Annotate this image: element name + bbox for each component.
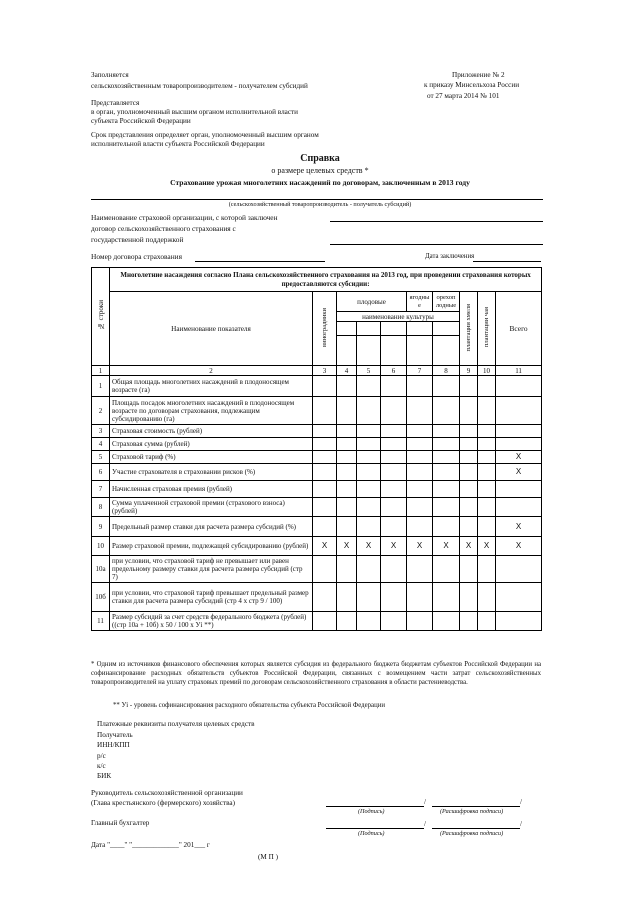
indicator-name: Начисленная страховая премия (рублей) (110, 481, 313, 498)
value-cell[interactable] (433, 425, 460, 438)
table-row (92, 583, 542, 612)
column-number: 8 (433, 366, 460, 376)
row-number-header-label: № строки (96, 300, 105, 331)
value-cell[interactable] (433, 464, 460, 481)
culture-cell[interactable] (337, 322, 357, 336)
head-decoding-line[interactable] (432, 806, 520, 807)
row-number: 9 (92, 517, 110, 537)
value-cell[interactable] (313, 556, 337, 583)
footnote-1: * Одним из источников финансового обеспечения которых является субсидия из федерального бюджета бюджетам субъектов Российской Федерации на софинансирование расходных обязательств субъектов Российской Федерации, связанных с возмещением части затрат сельскохозяйственных товаропроизводителей на уплату страховых премий по договорам сельскохозяйственного страхования в области растениеводства. (91, 661, 541, 686)
value-cell[interactable] (496, 397, 542, 425)
value-cell[interactable] (460, 464, 478, 481)
na-mark-cell: X (337, 537, 357, 556)
value-cell[interactable] (381, 425, 407, 438)
value-cell[interactable] (381, 517, 407, 537)
contract-number-field[interactable] (195, 261, 325, 262)
insurer-label-3: государственной поддержкой (91, 235, 184, 244)
stamp-placeholder: (М П ) (258, 853, 278, 861)
value-cell[interactable] (407, 438, 433, 451)
table-row (92, 612, 542, 631)
value-cell[interactable] (313, 451, 337, 464)
culture-cell[interactable] (357, 322, 381, 336)
value-cell[interactable] (357, 397, 381, 425)
culture-cell[interactable] (407, 322, 433, 336)
value-cell[interactable] (478, 425, 496, 438)
value-cell[interactable] (496, 481, 542, 498)
table-row (92, 438, 542, 451)
indicator-name: Предельный размер ставки для расчета размера субсидий (%) (110, 517, 313, 537)
slash-separator: / (520, 820, 522, 828)
value-cell[interactable] (337, 481, 357, 498)
value-cell[interactable] (337, 425, 357, 438)
culture-cell[interactable] (433, 336, 460, 366)
deadline-line-2: исполнительной власти субъекта Российской Федерации (91, 140, 265, 148)
column-number: 9 (460, 366, 478, 376)
indicator-name: при условии, что страховой тариф не превышает или равен предельному размеру ставки для расчета размера субсидий (стр 7) (110, 556, 313, 583)
value-cell[interactable] (313, 438, 337, 451)
na-mark-cell: X (496, 537, 542, 556)
value-cell[interactable] (496, 425, 542, 438)
hops-header-label: плантации хмеля (464, 303, 472, 352)
value-cell[interactable] (357, 451, 381, 464)
value-cell[interactable] (433, 451, 460, 464)
insurer-label-2: договор сельскохозяйственного страхования с (91, 224, 236, 233)
value-cell[interactable] (313, 376, 337, 397)
recipient-label: Получатель (97, 731, 133, 739)
na-mark-cell: X (496, 464, 542, 481)
row-number: 7 (92, 481, 110, 498)
bank-details-title: Платежные реквизиты получателя целевых средств (97, 720, 255, 728)
column-number: 2 (110, 366, 313, 376)
value-cell[interactable] (313, 498, 337, 517)
value-cell[interactable] (381, 397, 407, 425)
indicator-header: Наименование показателя (110, 292, 313, 366)
indicator-name: Общая площадь многолетних насаждений в плодоносящем возрасте (га) (110, 376, 313, 397)
indicator-name: Площадь посадок многолетних насаждений в плодоносящем возрасте по договорам страхования, подлежащим субсидированию (га) (110, 397, 313, 425)
bik-label: БИК (97, 772, 112, 780)
row-number: 8 (92, 498, 110, 517)
slash-separator: / (424, 820, 426, 828)
order-date: от 27 марта 2014 № 101 (427, 92, 500, 100)
indicator-name: Размер страховой премии, подлежащей субсидированию (рублей) (110, 537, 313, 556)
accountant-decoding-line[interactable] (432, 828, 520, 829)
value-cell[interactable] (433, 612, 460, 631)
table-row (92, 556, 542, 583)
value-cell[interactable] (337, 498, 357, 517)
value-cell[interactable] (381, 498, 407, 517)
table-row (92, 517, 542, 537)
value-cell[interactable] (407, 451, 433, 464)
value-cell[interactable] (381, 451, 407, 464)
value-cell[interactable] (478, 517, 496, 537)
value-cell[interactable] (496, 438, 542, 451)
na-mark-cell: X (496, 517, 542, 537)
value-cell[interactable] (460, 438, 478, 451)
value-cell[interactable] (313, 425, 337, 438)
value-cell[interactable] (478, 481, 496, 498)
head-signature-line[interactable] (326, 806, 424, 807)
na-mark-cell: X (478, 537, 496, 556)
plantings-group-header: Многолетние насаждения согласно Плана сельскохозяйственного страхования на 2013 год, при проведении страхования которых предоставляются субсидии: (110, 268, 542, 292)
value-cell[interactable] (337, 451, 357, 464)
footnote-2: ** Уi - уровень софинансирования расходного обязательства субъекта Российской Федерации (113, 702, 385, 709)
tea-header-label: плантации чая (482, 307, 490, 348)
vineyards-header-label: виноградники (320, 308, 328, 347)
value-cell[interactable] (337, 397, 357, 425)
value-cell[interactable] (337, 517, 357, 537)
value-cell[interactable] (478, 612, 496, 631)
value-cell[interactable] (433, 556, 460, 583)
row-number: 4 (92, 438, 110, 451)
value-cell[interactable] (460, 612, 478, 631)
value-cell[interactable] (337, 464, 357, 481)
value-cell[interactable] (460, 397, 478, 425)
value-cell[interactable] (407, 464, 433, 481)
value-cell[interactable] (433, 517, 460, 537)
value-cell[interactable] (357, 464, 381, 481)
submitted-line-3: субъекта Российской Федерации (91, 117, 191, 125)
value-cell[interactable] (496, 376, 542, 397)
value-cell[interactable] (357, 498, 381, 517)
value-cell[interactable] (313, 397, 337, 425)
nuts-header: орехоплодные (433, 292, 460, 312)
value-cell[interactable] (496, 612, 542, 631)
value-cell[interactable] (407, 376, 433, 397)
indicator-name: Участие страхователя в страховании рисков (%) (110, 464, 313, 481)
producer-line[interactable] (91, 199, 543, 200)
head-label-2: (Глава крестьянского (фермерского) хозяйства) (91, 799, 235, 807)
indicator-name: Страховой тариф (%) (110, 451, 313, 464)
value-cell[interactable] (357, 612, 381, 631)
value-cell[interactable] (433, 397, 460, 425)
na-mark-cell: X (313, 537, 337, 556)
contract-date-field[interactable] (473, 261, 541, 262)
value-cell[interactable] (381, 481, 407, 498)
appendix-number: Приложение № 2 (452, 71, 505, 79)
value-cell[interactable] (381, 376, 407, 397)
head-signature-caption: (Подпись) (358, 808, 385, 815)
value-cell[interactable] (460, 425, 478, 438)
value-cell[interactable] (460, 556, 478, 583)
head-decoding-caption: (Расшифровка подписи) (440, 808, 504, 815)
column-number: 1 (92, 366, 110, 376)
document-topic: Страхование урожая многолетних насаждений по договорам, заключенным в 2013 году (170, 178, 470, 187)
filled-by-line-1: Заполняется (91, 71, 129, 79)
table-row (92, 425, 542, 438)
accountant-signature-line[interactable] (326, 828, 424, 829)
table-row (92, 537, 542, 556)
value-cell[interactable] (337, 583, 357, 612)
value-cell[interactable] (337, 376, 357, 397)
column-number: 4 (337, 366, 357, 376)
column-number: 6 (381, 366, 407, 376)
culture-name-header: наименование культуры (337, 312, 460, 322)
value-cell[interactable] (460, 583, 478, 612)
subsidy-table (91, 267, 542, 631)
value-cell[interactable] (433, 438, 460, 451)
submitted-line-2: в орган, уполномоченный высшим органом исполнительной власти (91, 108, 299, 116)
row-number: 11 (92, 612, 110, 631)
value-cell[interactable] (337, 612, 357, 631)
slash-separator: / (520, 798, 522, 806)
column-number: 7 (407, 366, 433, 376)
filled-by-line-2: сельскохозяйственным товаропроизводителем - получателем субсидий (91, 82, 308, 90)
row-number: 10 (92, 537, 110, 556)
value-cell[interactable] (381, 583, 407, 612)
value-cell[interactable] (407, 612, 433, 631)
na-mark-cell: X (357, 537, 381, 556)
value-cell[interactable] (407, 556, 433, 583)
value-cell[interactable] (357, 425, 381, 438)
value-cell[interactable] (313, 583, 337, 612)
table-row (92, 464, 542, 481)
na-mark-cell: X (496, 451, 542, 464)
hops-header (460, 292, 478, 366)
table-row (92, 376, 542, 397)
na-mark-cell: X (460, 537, 478, 556)
tea-header (478, 292, 496, 366)
value-cell[interactable] (460, 517, 478, 537)
document-subtitle: о размере целевых средств * (271, 166, 369, 175)
value-cell[interactable] (407, 517, 433, 537)
producer-caption: (сельскохозяйственный товаропроизводитель - получатель субсидий) (228, 201, 412, 208)
row-number: 1 (92, 376, 110, 397)
row-number: 5 (92, 451, 110, 464)
na-mark-cell: X (407, 537, 433, 556)
value-cell[interactable] (337, 438, 357, 451)
row-number-header (92, 268, 110, 366)
accountant-signature-caption: (Подпись) (358, 830, 385, 837)
value-cell[interactable] (478, 397, 496, 425)
deadline-line-1: Срок представления определяет орган, уполномоченный высшим органом (91, 131, 319, 139)
value-cell[interactable] (460, 376, 478, 397)
value-cell[interactable] (433, 583, 460, 612)
culture-cell[interactable] (381, 322, 407, 336)
berries-header: ягодные (407, 292, 433, 312)
date-line[interactable]: Дата "____" "_____________" 201___ г (91, 841, 210, 849)
inn-label: ИНН/КПП (97, 741, 130, 749)
fruit-header: плодовые (337, 292, 407, 312)
submitted-line-1: Представляется (91, 99, 140, 107)
na-mark-cell: X (381, 537, 407, 556)
value-cell[interactable] (496, 498, 542, 517)
culture-cell[interactable] (337, 336, 357, 366)
table-row (92, 481, 542, 498)
indicator-name: Сумма уплаченной страховой премии (страхового взноса) (рублей) (110, 498, 313, 517)
value-cell[interactable] (407, 498, 433, 517)
value-cell[interactable] (478, 376, 496, 397)
value-cell[interactable] (460, 498, 478, 517)
column-number: 3 (313, 366, 337, 376)
value-cell[interactable] (313, 517, 337, 537)
value-cell[interactable] (478, 464, 496, 481)
column-number: 5 (357, 366, 381, 376)
value-cell[interactable] (433, 498, 460, 517)
value-cell[interactable] (407, 481, 433, 498)
value-cell[interactable] (313, 481, 337, 498)
document-title: Справка (300, 153, 340, 164)
indicator-name: Страховая стоимость (рублей) (110, 425, 313, 438)
row-number: 10а (92, 556, 110, 583)
culture-cell[interactable] (381, 336, 407, 366)
value-cell[interactable] (357, 481, 381, 498)
vineyards-header (313, 292, 337, 366)
insurer-field-line-2[interactable] (330, 244, 543, 245)
indicator-name: при условии, что страховой тариф превышает предельный размер ставки для расчета размера субсидий (стр 4 х стр 9 / 100) (110, 583, 313, 612)
value-cell[interactable] (357, 583, 381, 612)
indicator-name: Размер субсидий за счет средств федерального бюджета (рублей) ((стр 10а + 10б) х 50 / 100 х Уi **) (110, 612, 313, 631)
order-reference: к приказу Минсельхоза России (424, 81, 520, 89)
value-cell[interactable] (381, 464, 407, 481)
table-row (92, 397, 542, 425)
value-cell[interactable] (433, 376, 460, 397)
value-cell[interactable] (357, 556, 381, 583)
value-cell[interactable] (478, 583, 496, 612)
contract-date-label: Дата заключения (425, 253, 475, 260)
head-label-1: Руководитель сельскохозяйственной организации (91, 789, 243, 797)
value-cell[interactable] (460, 481, 478, 498)
value-cell[interactable] (381, 438, 407, 451)
value-cell[interactable] (478, 451, 496, 464)
insurer-label-1: Наименование страховой организации, с которой заключен (91, 213, 278, 222)
value-cell[interactable] (313, 464, 337, 481)
value-cell[interactable] (460, 451, 478, 464)
row-number: 6 (92, 464, 110, 481)
contract-number-label: Номер договора страхования (91, 252, 183, 261)
value-cell[interactable] (478, 556, 496, 583)
na-mark-cell: X (433, 537, 460, 556)
value-cell[interactable] (381, 612, 407, 631)
accountant-label: Главный бухгалтер (91, 819, 150, 827)
value-cell[interactable] (357, 376, 381, 397)
value-cell[interactable] (337, 556, 357, 583)
culture-cell[interactable] (433, 322, 460, 336)
value-cell[interactable] (478, 438, 496, 451)
rs-label: р/с (97, 752, 106, 760)
total-header: Всего (496, 292, 542, 366)
value-cell[interactable] (313, 612, 337, 631)
value-cell[interactable] (357, 438, 381, 451)
row-number: 10б (92, 583, 110, 612)
value-cell[interactable] (357, 517, 381, 537)
column-number: 11 (496, 366, 542, 376)
insurer-field-line-1[interactable] (330, 221, 543, 222)
culture-cell[interactable] (357, 336, 381, 366)
indicator-name: Страховая сумма (рублей) (110, 438, 313, 451)
table-row (92, 451, 542, 464)
value-cell[interactable] (381, 556, 407, 583)
value-cell[interactable] (478, 498, 496, 517)
row-number: 3 (92, 425, 110, 438)
value-cell[interactable] (433, 481, 460, 498)
value-cell[interactable] (407, 425, 433, 438)
row-number: 2 (92, 397, 110, 425)
column-number: 10 (478, 366, 496, 376)
accountant-decoding-caption: (Расшифровка подписи) (440, 830, 504, 837)
value-cell[interactable] (407, 583, 433, 612)
value-cell[interactable] (407, 397, 433, 425)
column-numbers-row (92, 366, 542, 376)
culture-cell[interactable] (407, 336, 433, 366)
ks-label: к/с (97, 762, 106, 770)
slash-separator: / (424, 798, 426, 806)
value-cell[interactable] (496, 583, 542, 612)
table-row (92, 498, 542, 517)
value-cell[interactable] (496, 556, 542, 583)
